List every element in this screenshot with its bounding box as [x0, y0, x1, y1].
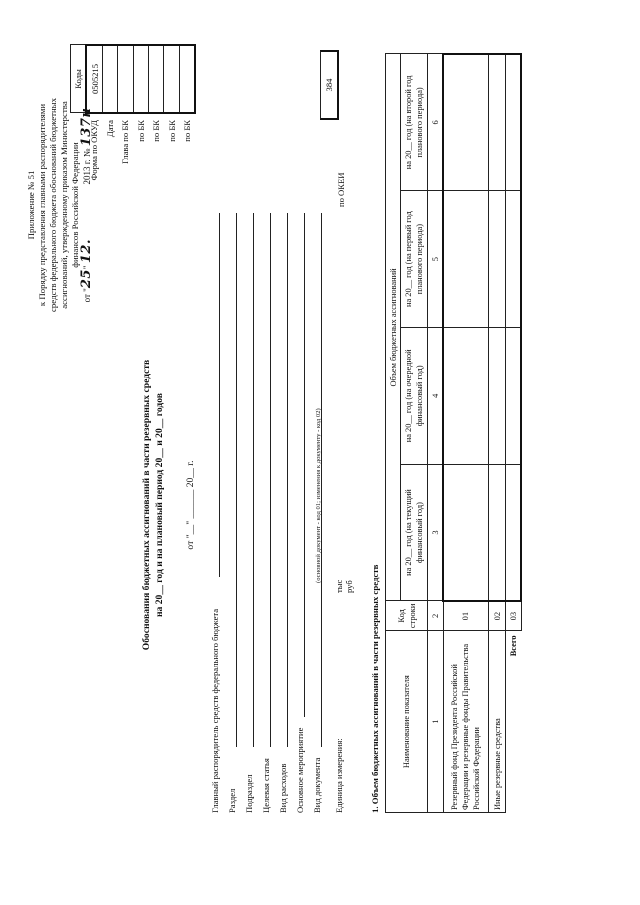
- codes-value-target: [164, 45, 179, 113]
- okei-value: 384: [320, 50, 339, 120]
- cell-02-col5[interactable]: [489, 191, 506, 328]
- cell-02-col6[interactable]: [489, 54, 506, 191]
- okei-label: по ОКЕИ: [336, 172, 346, 207]
- header-col6: на 20__ год (на второй год планового периода): [401, 54, 428, 191]
- units-label: Единица измерения:: [334, 738, 344, 813]
- field-line-subsection[interactable]: [253, 213, 254, 747]
- total-label: Всего: [509, 635, 518, 657]
- title-date-line: от "__" ______ 20__ г.: [185, 460, 196, 550]
- col-number-2: 2: [428, 601, 444, 631]
- field-label-section: Раздел: [227, 788, 237, 813]
- field-line-activity[interactable]: [304, 213, 305, 717]
- header-name: Наименование показателя: [386, 631, 428, 813]
- col-number-3: 3: [428, 464, 444, 601]
- field-label-subsection: Подраздел: [244, 774, 254, 813]
- cell-02-col4[interactable]: [489, 327, 506, 464]
- codes-value-section: [133, 45, 148, 113]
- cell-01-col3[interactable]: [443, 464, 489, 601]
- codes-value-chapter: [118, 45, 133, 113]
- codes-label-subsection: по БК: [151, 120, 162, 142]
- codes-header: Коды: [71, 45, 87, 113]
- header-col5: на 20__ год (на первый год планового периода): [401, 191, 428, 328]
- col-number-1: 1: [428, 631, 444, 813]
- codes-label-chapter: Глава по БК: [120, 120, 131, 165]
- title-line-2: на 20__ год и на плановый период 20__ и 20__ годов: [154, 393, 165, 617]
- codes-label-target: по БК: [166, 120, 177, 142]
- date-prefix: от ": [82, 288, 92, 303]
- field-line-target[interactable]: [270, 213, 271, 747]
- handwritten-order-number: 137н: [79, 107, 94, 147]
- header-code: Код строки: [386, 601, 428, 631]
- date-year: 2013 г. №: [82, 148, 92, 185]
- codes-value-okud: 0505215: [86, 45, 102, 113]
- title-line-1: Обоснования бюджетных ассигнований в части резервных средств: [141, 359, 152, 651]
- field-label-manager: Главный распорядитель средств федерального бюджета: [210, 608, 220, 813]
- date-quote: ": [82, 265, 92, 270]
- codes-value-date: [102, 45, 117, 113]
- cell-03-col5[interactable]: [506, 191, 522, 328]
- cell-03-col3[interactable]: [506, 464, 522, 601]
- doc-type-note: (основной документ - код 01; изменения к документу - код 02): [315, 408, 322, 583]
- appendix-line-4: финансов Российской Федерации: [70, 142, 80, 268]
- header-group: Объем бюджетных ассигнований: [386, 54, 401, 601]
- cell-01-col6[interactable]: [443, 54, 489, 191]
- codes-value-expense: [179, 45, 195, 113]
- field-label-activity: Основное мероприятие: [295, 727, 305, 813]
- codes-table: [70, 44, 196, 210]
- row-code-01: 01: [443, 601, 489, 631]
- row-code-02: 02: [489, 601, 506, 631]
- codes-label-section: по БК: [135, 120, 146, 142]
- appendix-line-3: ассигнований, утвержденному приказом Министерства: [59, 101, 69, 309]
- handwritten-day: 25: [79, 269, 94, 289]
- document-title: [140, 225, 197, 785]
- row-name-other-reserves: Иные резервные средства: [489, 631, 506, 813]
- appendix-line-2: средств федерального бюджета обоснований бюджетных: [48, 98, 58, 312]
- cell-02-col3[interactable]: [489, 464, 506, 601]
- codes-label-expense: по БК: [182, 120, 193, 142]
- field-line-section[interactable]: [236, 213, 237, 747]
- cell-01-col4[interactable]: [443, 327, 489, 464]
- codes-value-subsection: [148, 45, 163, 113]
- appendix-number: Приложение № 51: [26, 170, 36, 240]
- field-line-manager[interactable]: [219, 213, 220, 577]
- col-number-5: 5: [428, 191, 444, 328]
- cell-01-col5[interactable]: [443, 191, 489, 328]
- handwritten-month: 12.: [79, 239, 94, 264]
- row-name-reserve-fund: Резервный фонд Президента Российской Федерации и резервные фонды Правительства Российской Федерации: [443, 631, 489, 813]
- appendix-line-1: к Порядку представления главными распорядителями: [37, 103, 47, 307]
- cell-03-col6[interactable]: [506, 54, 522, 191]
- cell-03-col4[interactable]: [506, 327, 522, 464]
- reserve-funds-table: [385, 53, 522, 813]
- section-1-heading: 1. Объем бюджетных ассигнований в части резервных средств: [370, 564, 380, 813]
- units-value: тыс руб: [334, 579, 354, 593]
- codes-label-okud: Форма по ОКУД: [89, 120, 100, 181]
- row-code-03: 03: [506, 601, 522, 631]
- field-label-target: Целевая статья: [261, 758, 271, 813]
- header-col4: на 20__ год (на очередной финансовый год): [401, 327, 428, 464]
- field-label-doctype: Вид документа: [312, 757, 322, 813]
- units-row: [334, 579, 354, 813]
- field-line-expense[interactable]: [287, 213, 288, 747]
- header-col3: на 20__ год (на текущий финансовый год): [401, 464, 428, 601]
- col-number-6: 6: [428, 54, 444, 191]
- field-label-expense: Вид расходов: [278, 763, 288, 813]
- col-number-4: 4: [428, 327, 444, 464]
- codes-label-date: Дата: [104, 120, 115, 138]
